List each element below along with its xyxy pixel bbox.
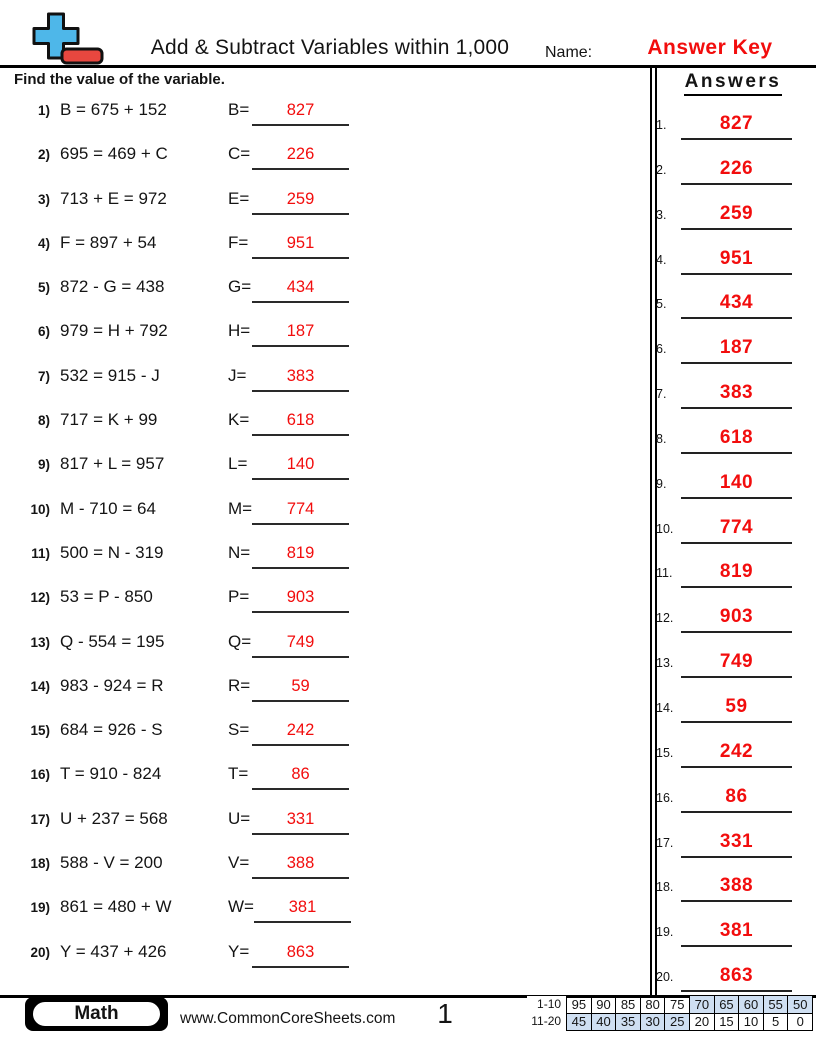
answer-row — [654, 649, 806, 694]
problem-row — [0, 894, 652, 938]
problem-variable-label: J= — [228, 365, 247, 385]
problem-number: 20) — [30, 944, 50, 960]
problem-answer-value: 331 — [286, 809, 315, 828]
problem-equation: 979 = H + 792 — [60, 321, 168, 341]
problem-answer-value: 903 — [286, 588, 315, 607]
problem-row — [0, 673, 652, 717]
answers-header-text: Answers — [684, 70, 783, 96]
answer-number: 5. — [656, 297, 667, 312]
answer-blank — [681, 290, 792, 319]
problem-answer-value: 242 — [286, 721, 315, 740]
score-cell: 30 — [640, 1013, 665, 1031]
answer-blank — [681, 335, 792, 364]
problem-row — [0, 761, 652, 805]
answer-value: 903 — [719, 606, 754, 628]
problem-number: 8) — [37, 413, 50, 429]
problem-equation: 532 = 915 - J — [60, 365, 160, 385]
answer-blank — [681, 246, 792, 275]
problem-row — [0, 717, 652, 761]
header-divider — [0, 65, 816, 68]
problem-answer-blank — [252, 318, 349, 347]
name-value-answer-key: Answer Key — [647, 36, 773, 59]
problem-number: 18) — [30, 856, 50, 872]
problem-answer-blank — [252, 496, 349, 525]
answer-value: 388 — [719, 875, 754, 897]
answer-value: 827 — [719, 113, 754, 134]
problem-row — [0, 451, 652, 495]
score-cell: 40 — [591, 1013, 616, 1031]
score-row-1 — [527, 996, 813, 1014]
answer-value: 951 — [719, 247, 754, 269]
score-cell: 55 — [763, 996, 788, 1014]
answer-row — [654, 829, 806, 874]
answer-row — [654, 335, 806, 380]
problem-answer-value: 187 — [286, 322, 315, 341]
answer-number: 13. — [656, 656, 674, 671]
problem-number: 11) — [31, 545, 50, 561]
problem-answer-value: 226 — [286, 145, 315, 164]
problem-number: 19) — [30, 900, 50, 916]
score-cell: 75 — [665, 996, 690, 1014]
answer-blank — [681, 649, 792, 678]
problem-variable-label: R= — [228, 675, 251, 695]
answer-value: 774 — [719, 516, 754, 538]
problem-answer-blank — [252, 186, 349, 215]
problem-variable-label: T= — [228, 764, 249, 784]
problem-answer-blank — [252, 850, 349, 879]
answer-blank — [681, 559, 792, 588]
score-cell: 80 — [640, 996, 665, 1014]
page-number: 1 — [437, 998, 453, 1029]
instruction-text: Find the value of the variable. — [14, 71, 225, 88]
problem-number: 6) — [37, 324, 50, 340]
score-cell: 70 — [690, 996, 715, 1014]
problem-equation: 588 - V = 200 — [60, 853, 163, 873]
problem-equation: 695 = 469 + C — [60, 144, 168, 164]
problem-equation: T = 910 - 824 — [60, 764, 162, 784]
answer-row — [654, 784, 806, 829]
problem-answer-blank — [252, 451, 349, 480]
score-cell: 35 — [616, 1013, 641, 1031]
answer-row — [654, 156, 806, 201]
problem-answer-value: 618 — [286, 411, 315, 430]
answer-blank — [681, 380, 792, 409]
problem-number: 1) — [37, 103, 50, 118]
problem-answer-blank — [252, 584, 349, 613]
answer-value: 863 — [719, 965, 754, 987]
answer-number: 9. — [656, 476, 667, 491]
problem-answer-blank — [252, 407, 349, 436]
problem-answer-blank — [252, 97, 349, 126]
problem-equation: 861 = 480 + W — [60, 897, 172, 917]
score-row-1-label: 1-10 — [527, 996, 567, 1014]
answer-blank — [681, 515, 792, 544]
problem-row — [0, 97, 652, 141]
answer-row — [654, 873, 806, 918]
answer-row — [654, 470, 806, 515]
answer-number: 17. — [656, 835, 674, 850]
answer-blank — [681, 201, 792, 230]
answer-blank — [681, 739, 792, 768]
problem-row — [0, 496, 652, 540]
answer-number: 12. — [656, 611, 674, 626]
problem-answer-blank — [254, 894, 351, 923]
problem-variable-label: U= — [228, 808, 251, 828]
answer-number: 7. — [656, 387, 667, 402]
problem-answer-value: 59 — [291, 676, 310, 695]
problem-variable-label: W= — [228, 897, 254, 917]
score-cell: 5 — [763, 1013, 788, 1031]
answer-row — [654, 739, 806, 784]
score-cell: 45 — [567, 1013, 592, 1031]
answer-value: 618 — [719, 426, 754, 448]
problem-number: 13) — [30, 634, 50, 650]
problem-variable-label: G= — [228, 277, 252, 297]
answer-value: 749 — [719, 651, 754, 673]
answer-number: 3. — [656, 207, 667, 222]
answer-number: 10. — [656, 521, 674, 536]
problem-row — [0, 584, 652, 628]
problem-answer-blank — [252, 540, 349, 569]
problem-row — [0, 939, 652, 983]
answer-blank — [681, 963, 792, 992]
subject-badge-label: Math — [31, 1000, 162, 1028]
problem-row — [0, 629, 652, 673]
problem-equation: 53 = P - 850 — [60, 587, 153, 607]
problem-row — [0, 141, 652, 185]
answer-number: 20. — [656, 970, 674, 985]
answer-number: 2. — [656, 162, 667, 177]
answer-row — [654, 559, 806, 604]
name-label: Name: — [545, 44, 593, 61]
answer-value: 86 — [725, 785, 748, 807]
answer-row — [654, 918, 806, 963]
problem-answer-value: 951 — [286, 233, 315, 252]
answer-blank — [681, 425, 792, 454]
problem-variable-label: N= — [228, 542, 251, 562]
problem-variable-label: F= — [228, 232, 249, 252]
problem-answer-blank — [252, 230, 349, 259]
answer-number: 4. — [656, 252, 667, 267]
problem-number: 4) — [37, 235, 50, 251]
score-cell: 15 — [714, 1013, 739, 1031]
answer-blank — [681, 873, 792, 902]
problem-equation: 684 = 926 - S — [60, 720, 163, 740]
problem-answer-value: 863 — [286, 942, 315, 961]
problems-list — [0, 97, 652, 983]
problem-row — [0, 850, 652, 894]
problem-number: 2) — [37, 147, 50, 163]
problem-answer-blank — [252, 806, 349, 835]
answer-value: 187 — [719, 337, 754, 359]
answer-value: 59 — [725, 695, 748, 717]
problem-equation: 983 - 924 = R — [60, 675, 164, 695]
answer-number: 18. — [656, 880, 674, 895]
website-link: www.CommonCoreSheets.com — [180, 1010, 396, 1027]
problem-variable-label: K= — [228, 410, 250, 430]
problem-equation: U + 237 = 568 — [60, 808, 168, 828]
answer-row — [654, 246, 806, 291]
problem-variable-label: C= — [228, 144, 251, 164]
score-row-2-label: 11-20 — [527, 1013, 567, 1031]
problem-answer-value: 434 — [286, 278, 315, 297]
problem-answer-value: 388 — [286, 854, 315, 873]
problem-answer-blank — [252, 629, 349, 658]
problem-row — [0, 407, 652, 451]
problem-number: 3) — [37, 191, 50, 207]
answer-blank — [681, 156, 792, 185]
answer-value: 819 — [719, 561, 754, 583]
problem-row — [0, 274, 652, 318]
problem-number: 15) — [30, 723, 50, 739]
answer-value: 242 — [719, 740, 754, 762]
score-cell: 65 — [714, 996, 739, 1014]
problem-variable-label: S= — [228, 720, 250, 740]
worksheet-title: Add & Subtract Variables within 1,000 — [150, 36, 510, 59]
answer-row — [654, 604, 806, 649]
problem-answer-value: 749 — [286, 632, 315, 651]
problem-answer-value: 259 — [286, 189, 315, 208]
answer-blank — [681, 111, 792, 140]
answer-row — [654, 201, 806, 246]
answers-column — [654, 111, 806, 1008]
answer-number: 16. — [656, 790, 674, 805]
problem-row — [0, 186, 652, 230]
answer-number: 19. — [656, 925, 674, 940]
problem-variable-label: M= — [228, 498, 253, 518]
problem-equation: M - 710 = 64 — [60, 498, 156, 518]
answer-blank — [681, 604, 792, 633]
answer-number: 15. — [656, 745, 674, 760]
problem-number: 12) — [30, 590, 50, 606]
problem-answer-value: 383 — [286, 366, 315, 385]
answer-value: 331 — [719, 830, 754, 852]
problem-variable-label: P= — [228, 587, 250, 607]
problem-equation: Y = 437 + 426 — [60, 941, 167, 961]
answer-number: 11. — [656, 566, 673, 581]
problem-equation: 717 = K + 99 — [60, 410, 158, 430]
answer-number: 6. — [656, 342, 667, 357]
answer-value: 226 — [719, 157, 754, 179]
problem-answer-blank — [252, 274, 349, 303]
problem-number: 5) — [37, 280, 50, 296]
subject-badge — [25, 997, 168, 1031]
score-cell: 0 — [788, 1013, 813, 1031]
problem-answer-value: 381 — [288, 898, 317, 917]
problem-number: 10) — [30, 501, 50, 517]
problem-answer-blank — [252, 363, 349, 392]
problem-row — [0, 230, 652, 274]
problem-number: 16) — [30, 767, 50, 783]
problem-row — [0, 318, 652, 362]
score-cell: 85 — [616, 996, 641, 1014]
score-cell: 95 — [567, 996, 592, 1014]
answer-row — [654, 515, 806, 560]
problem-variable-label: L= — [228, 454, 248, 474]
score-cell: 25 — [665, 1013, 690, 1031]
answer-number: 14. — [656, 700, 674, 715]
score-cell: 10 — [739, 1013, 764, 1031]
problem-answer-blank — [252, 761, 349, 790]
problem-row — [0, 363, 652, 407]
problem-equation: 817 + L = 957 — [60, 454, 165, 474]
problem-equation: Q - 554 = 195 — [60, 631, 165, 651]
problem-equation: 500 = N - 319 — [60, 542, 164, 562]
problem-answer-blank — [252, 673, 349, 702]
problem-answer-value: 819 — [286, 543, 315, 562]
answer-blank — [681, 829, 792, 858]
problem-variable-label: Y= — [228, 941, 250, 961]
answer-row — [654, 290, 806, 335]
answer-value: 140 — [719, 471, 754, 493]
answer-number: 1. — [656, 118, 667, 132]
problem-variable-label: B= — [228, 100, 250, 119]
problem-answer-blank — [252, 141, 349, 170]
problem-row — [0, 806, 652, 850]
problem-variable-label: Q= — [228, 631, 252, 651]
answer-number: 8. — [656, 431, 667, 446]
answer-blank — [681, 470, 792, 499]
answers-header — [658, 70, 808, 96]
answer-blank — [681, 918, 792, 947]
answer-value: 383 — [719, 382, 754, 404]
problem-number: 14) — [30, 678, 50, 694]
problem-equation: F = 897 + 54 — [60, 232, 157, 252]
answer-value: 434 — [719, 292, 754, 314]
answer-blank — [681, 784, 792, 813]
problem-number: 9) — [37, 457, 50, 473]
answer-row — [654, 380, 806, 425]
score-cell: 60 — [739, 996, 764, 1014]
score-table — [527, 995, 813, 1031]
problem-answer-value: 86 — [291, 765, 310, 784]
problem-equation: 872 - G = 438 — [60, 277, 165, 297]
problem-answer-value: 827 — [286, 101, 315, 119]
score-row-2 — [527, 1013, 813, 1031]
problem-variable-label: V= — [228, 853, 250, 873]
problem-answer-blank — [252, 939, 349, 968]
problem-equation: 713 + E = 972 — [60, 188, 167, 208]
answer-row — [654, 425, 806, 470]
score-cell: 90 — [591, 996, 616, 1014]
problem-equation: B = 675 + 152 — [60, 100, 167, 119]
problem-number: 7) — [37, 368, 50, 384]
score-cell: 50 — [788, 996, 813, 1014]
problem-number: 17) — [30, 811, 50, 827]
answer-value: 381 — [719, 920, 754, 942]
score-cell: 20 — [690, 1013, 715, 1031]
answer-row — [654, 111, 806, 156]
problem-variable-label: H= — [228, 321, 251, 341]
answer-value: 259 — [719, 202, 754, 224]
problem-answer-blank — [252, 717, 349, 746]
problem-answer-value: 140 — [286, 455, 315, 474]
answer-blank — [681, 694, 792, 723]
answer-row — [654, 694, 806, 739]
problem-row — [0, 540, 652, 584]
problem-variable-label: E= — [228, 188, 250, 208]
problem-answer-value: 774 — [286, 499, 315, 518]
